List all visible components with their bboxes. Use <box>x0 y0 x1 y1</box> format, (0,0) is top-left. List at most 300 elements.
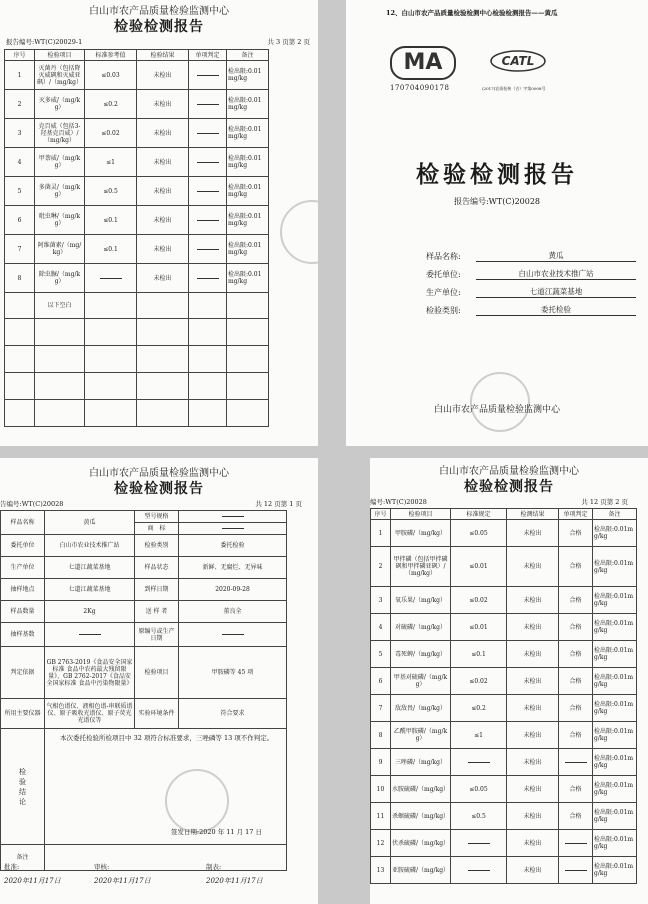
label-conclusion: 检验结论 <box>1 729 45 845</box>
table-cell: 多菌灵/（mg/kg） <box>35 177 85 206</box>
report-meta <box>370 496 648 508</box>
table-cell: ≤0.1 <box>85 206 137 235</box>
table-row <box>5 177 269 206</box>
conclusion-seal <box>165 769 229 833</box>
column-header: 序号 <box>5 50 35 61</box>
table-cell <box>137 346 189 373</box>
table-cell: 检出限:0.01mg/kg <box>593 803 637 830</box>
cover-field-label: 样品名称: <box>426 252 461 261</box>
table-cell: ≤0.01 <box>451 547 507 587</box>
table-cell: 毒死蜱/（mg/kg） <box>391 641 451 668</box>
blank-note: 以下空白 <box>35 293 85 319</box>
table-cell <box>559 749 593 776</box>
dash-mark <box>197 162 219 163</box>
table-row <box>5 119 269 148</box>
label-remark: 备注 <box>1 845 45 871</box>
cover-field-label: 生产单位: <box>426 288 461 297</box>
table-cell: 合格 <box>559 722 593 749</box>
table-cell <box>189 119 227 148</box>
column-header: 标准参考值 <box>85 50 137 61</box>
table-cell: 检出限:0.01mg/kg <box>593 857 637 884</box>
table-cell: 合格 <box>559 641 593 668</box>
table-cell: 检出限:0.01mg/kg <box>593 830 637 857</box>
value-trademark <box>179 523 287 535</box>
table-header-row <box>371 509 637 520</box>
table-row <box>371 668 637 695</box>
cover-field-row <box>426 262 636 280</box>
value-sample-name: 黄瓜 <box>45 511 135 535</box>
cover-field-label: 委托单位: <box>426 270 461 279</box>
table-cell <box>189 90 227 119</box>
table-cell: ≤1 <box>85 148 137 177</box>
cover-field-value: 七道江蔬菜基地 <box>476 286 636 298</box>
value-conclusion <box>45 729 287 845</box>
dash-mark <box>197 75 219 76</box>
table-body <box>5 61 269 427</box>
table-cell: 阿维菌素/（mg/kg） <box>35 235 85 264</box>
table-row <box>371 749 637 776</box>
table-cell: 未检出 <box>137 61 189 90</box>
table-cell: 6 <box>371 668 391 695</box>
signature-label: 制表: <box>206 863 222 871</box>
label-items: 检验项目 <box>135 647 179 699</box>
table-cell <box>5 373 35 400</box>
table-cell: 未检出 <box>507 857 559 884</box>
table-cell <box>35 373 85 400</box>
signature-date: 2020年11月17日 <box>206 877 263 885</box>
cover-field-value: 白山市农业技术推广站 <box>476 268 636 280</box>
table-cell: 合格 <box>559 776 593 803</box>
table-cell: 3 <box>371 587 391 614</box>
table-cell: 未检出 <box>507 776 559 803</box>
value-state: 新鲜、无腐烂、无异味 <box>179 557 287 579</box>
empty-row <box>5 400 269 427</box>
table-cell: 未检出 <box>507 641 559 668</box>
report-number: 编号:WT(C)20028 <box>370 498 427 506</box>
table-cell: 9 <box>371 749 391 776</box>
label-environment: 实验环境条件 <box>135 699 179 729</box>
table-cell: 合格 <box>559 587 593 614</box>
table-cell <box>451 857 507 884</box>
table-cell: ≤1 <box>451 722 507 749</box>
cover-field-row <box>426 298 636 316</box>
cover-field-value: 黄瓜 <box>476 250 636 262</box>
table-cell <box>227 400 269 427</box>
column-header: 单项判定 <box>189 50 227 61</box>
table-cell: 未检出 <box>507 668 559 695</box>
table-cell <box>189 61 227 90</box>
table-row <box>371 857 637 884</box>
table-row <box>5 264 269 293</box>
column-header: 单项判定 <box>559 509 593 520</box>
table-cell <box>189 177 227 206</box>
page-info: 共 12 页第 1 页 <box>255 500 302 508</box>
dash-mark <box>565 843 587 844</box>
table-cell: ≤0.2 <box>85 90 137 119</box>
table-cell: 吡虫啉/（mg/kg） <box>35 206 85 235</box>
label-base: 抽样基数 <box>1 623 45 647</box>
table-cell: 三唑磷/（mg/kg） <box>391 749 451 776</box>
table-cell: ≤0.03 <box>85 61 137 90</box>
table-cell: ≤0.2 <box>451 695 507 722</box>
table-row <box>5 293 269 319</box>
value-date: 2020-09-28 <box>179 579 287 601</box>
cover-header-line: 12、白山市农产品质量检验检测中心检验检测报告——黄瓜 <box>386 9 558 17</box>
catl-number: (2017)农质检核（吉）字第0008号 <box>482 86 546 91</box>
table-cell: 检出限:0.01mg/kg <box>593 776 637 803</box>
table-cell: 未检出 <box>137 235 189 264</box>
table-cell <box>189 235 227 264</box>
cover-field-row <box>426 244 636 262</box>
table-cell: 灭菌丹（包括降灭威砜和灭威亚砜）/（mg/kg） <box>35 61 85 90</box>
table-cell: ≤0.05 <box>451 776 507 803</box>
table-cell: 4 <box>371 614 391 641</box>
table-cell: 克百威（包括3-羟基克百威）/（mg/kg） <box>35 119 85 148</box>
table-header-row <box>5 50 269 61</box>
table-cell: 未检出 <box>137 206 189 235</box>
table-cell: 乙酰甲胺磷/（mg/kg） <box>391 722 451 749</box>
dash-mark <box>468 870 490 871</box>
table-cell: 未检出 <box>507 614 559 641</box>
label-sender: 送 样 者 <box>135 601 179 623</box>
report-cover-page <box>346 0 648 446</box>
table-cell: 未检出 <box>507 749 559 776</box>
table-cell: 7 <box>5 235 35 264</box>
empty-row <box>5 373 269 400</box>
report-number: 告编号:WT(C)20028 <box>0 500 64 508</box>
table-row <box>371 830 637 857</box>
label-client: 委托单位 <box>1 535 45 557</box>
org-header: 白山市农产品质量检验监测中心 <box>89 6 229 17</box>
table-cell: 未检出 <box>507 722 559 749</box>
table-cell: 甲基对硫磷/（mg/kg） <box>391 668 451 695</box>
table-cell: 检出限:0.01mg/kg <box>593 668 637 695</box>
table-cell: ≤0.1 <box>85 235 137 264</box>
table-cell <box>137 293 189 319</box>
table-cell: 未检出 <box>507 547 559 587</box>
table-cell <box>5 346 35 373</box>
table-row <box>5 61 269 90</box>
label-trademark: 商 标 <box>135 523 179 535</box>
table-cell <box>227 373 269 400</box>
empty-row <box>5 319 269 346</box>
value-model <box>179 511 287 523</box>
table-cell: 合格 <box>559 614 593 641</box>
table-cell: 未检出 <box>507 520 559 547</box>
report-summary-page <box>0 458 318 904</box>
table-row <box>371 695 637 722</box>
table-row <box>371 614 637 641</box>
column-header: 标准规定 <box>451 509 507 520</box>
table-cell: 检出限:0.01mg/kg <box>593 749 637 776</box>
column-header: 检测结果 <box>507 509 559 520</box>
table-cell: 检出限:0.01mg/kg <box>593 547 637 587</box>
table-cell: ≤0.5 <box>451 803 507 830</box>
cover-field-label: 检验类别: <box>426 306 461 315</box>
table-cell: 检出限:0.01mg/kg <box>227 61 269 90</box>
report-results-page <box>370 458 648 904</box>
table-cell: ≤0.1 <box>451 641 507 668</box>
table-cell <box>5 293 35 319</box>
table-cell: 亚胺硫磷/（mg/kg） <box>391 857 451 884</box>
table-cell <box>85 373 137 400</box>
table-cell: 检出限:0.01mg/kg <box>227 264 269 293</box>
column-header: 检验项目 <box>391 509 451 520</box>
table-cell: 合格 <box>559 520 593 547</box>
dash-mark <box>197 278 219 279</box>
value-sender: 董良全 <box>179 601 287 623</box>
report-meta <box>0 498 318 510</box>
table-cell: ≤0.02 <box>451 668 507 695</box>
dash-mark <box>565 870 587 871</box>
table-cell: 除虫脲/（mg/kg） <box>35 264 85 293</box>
table-cell: ≤0.02 <box>85 119 137 148</box>
table-cell: 合格 <box>559 547 593 587</box>
label-state: 样品状态 <box>135 557 179 579</box>
table-cell: 水胺硫磷/（mg/kg） <box>391 776 451 803</box>
report-number: 报告编号:WT(C)20029-1 <box>6 38 83 46</box>
table-cell <box>85 293 137 319</box>
table-cell: 灭多威/（mg/kg） <box>35 90 85 119</box>
label-date: 到样日期 <box>135 579 179 601</box>
label-sample-name: 样品名称 <box>1 511 45 535</box>
results-table <box>370 508 637 884</box>
table-row <box>5 235 269 264</box>
value-quantity: 2Kg <box>45 601 135 623</box>
faint-seal-edge <box>280 200 318 264</box>
table-cell: 未检出 <box>507 587 559 614</box>
table-cell <box>5 400 35 427</box>
column-header: 备注 <box>227 50 269 61</box>
column-header: 检验结果 <box>137 50 189 61</box>
table-cell: 10 <box>371 776 391 803</box>
table-cell <box>189 346 227 373</box>
value-instrument: 气相色谱仪、液相色谱-串联质谱仪、原子吸收光谱仪、原子荧光光谱仪等 <box>45 699 135 729</box>
value-basis: GB 2763-2019《食品安全国家标准 食品中农药最大残留限量》、GB 2762-2017《食品安全国家标准 食品中污染物限量》 <box>45 647 135 699</box>
label-producer: 生产单位 <box>1 557 45 579</box>
cover-field-value: 委托检验 <box>476 304 636 316</box>
table-cell: 6 <box>5 206 35 235</box>
label-basis: 判定依据 <box>1 647 45 699</box>
value-environment: 符合要求 <box>179 699 287 729</box>
table-row <box>371 547 637 587</box>
catl-logo <box>490 50 546 72</box>
dash-mark <box>468 843 490 844</box>
label-instrument: 所用主要仪器 <box>1 699 45 729</box>
table-row <box>5 148 269 177</box>
table-cell <box>189 148 227 177</box>
table-cell: ≤0.05 <box>451 520 507 547</box>
dash-mark <box>468 762 490 763</box>
dash-mark <box>197 191 219 192</box>
table-cell: 检出限:0.01mg/kg <box>593 587 637 614</box>
table-cell: 氧乐果/（mg/kg） <box>391 587 451 614</box>
value-original-no <box>179 623 287 647</box>
table-cell <box>189 400 227 427</box>
cma-logo-text: MA <box>403 50 443 75</box>
report-meta <box>0 36 318 49</box>
table-row <box>371 722 637 749</box>
table-cell <box>85 400 137 427</box>
table-cell <box>35 319 85 346</box>
page-info: 共 12 页第 2 页 <box>581 498 628 506</box>
table-cell: 检出限:0.01mg/kg <box>593 722 637 749</box>
cover-fields <box>426 244 636 316</box>
table-cell: 4 <box>5 148 35 177</box>
table-cell <box>227 319 269 346</box>
table-cell <box>85 319 137 346</box>
table-cell <box>227 293 269 319</box>
table-cell: 检出限:0.01mg/kg <box>593 520 637 547</box>
table-cell <box>189 319 227 346</box>
table-cell: 检出限:0.01mg/kg <box>593 614 637 641</box>
label-site: 抽样地点 <box>1 579 45 601</box>
table-cell: 未检出 <box>507 695 559 722</box>
table-cell: 检出限:0.01mg/kg <box>227 206 269 235</box>
empty-row <box>5 346 269 373</box>
table-cell: 合格 <box>559 695 593 722</box>
table-row <box>371 520 637 547</box>
table-cell: 5 <box>371 641 391 668</box>
results-table <box>4 49 269 427</box>
column-header: 备注 <box>593 509 637 520</box>
table-cell <box>85 264 137 293</box>
report-title: 检验检测报告 <box>114 481 204 497</box>
value-items: 甲胺磷等 45 项 <box>179 647 287 699</box>
summary-table <box>0 510 287 871</box>
table-cell: 杀螟硫磷/（mg/kg） <box>391 803 451 830</box>
table-cell <box>451 830 507 857</box>
table-cell <box>559 830 593 857</box>
table-cell: 2 <box>5 90 35 119</box>
table-cell <box>189 293 227 319</box>
org-header: 白山市农产品质量检验监测中心 <box>439 466 579 477</box>
table-row <box>371 587 637 614</box>
signature-date: 2020年11月17日 <box>4 877 61 885</box>
table-cell: 13 <box>371 857 391 884</box>
table-cell <box>189 373 227 400</box>
table-row <box>5 206 269 235</box>
table-cell: 甲胺磷/（mg/kg） <box>391 520 451 547</box>
table-cell <box>451 749 507 776</box>
table-cell: 未检出 <box>137 119 189 148</box>
table-cell: 甲萘威/（mg/kg） <box>35 148 85 177</box>
page-info: 共 3 页第 2 页 <box>267 38 310 46</box>
table-cell <box>35 400 85 427</box>
table-cell: 未检出 <box>137 177 189 206</box>
table-cell: 检出限:0.01mg/kg <box>227 90 269 119</box>
table-cell: ≤0.5 <box>85 177 137 206</box>
report-title: 检验检测报告 <box>464 479 554 495</box>
table-cell: 检出限:0.01mg/kg <box>227 148 269 177</box>
table-cell: 2 <box>371 547 391 587</box>
table-cell <box>85 346 137 373</box>
table-cell: 检出限:0.01mg/kg <box>227 235 269 264</box>
value-client: 白山市农业技术推广站 <box>45 535 135 557</box>
table-cell: 8 <box>371 722 391 749</box>
issue-date: 签发日期:2020 年 11 月 17 日 <box>170 828 262 836</box>
signature-date: 2020年11月17日 <box>94 877 151 885</box>
value-site: 七道江蔬菜基地 <box>45 579 135 601</box>
column-header: 序号 <box>371 509 391 520</box>
cover-field-row <box>426 280 636 298</box>
value-category: 委托检验 <box>179 535 287 557</box>
table-cell: 检出限:0.01mg/kg <box>227 177 269 206</box>
cma-number: 170704090178 <box>390 84 450 92</box>
label-original-no: 原编号或生产日期 <box>135 623 179 647</box>
table-cell: 7 <box>371 695 391 722</box>
conclusion-text: 本次委托检验所检项目中 32 项符合标准要求，三唑磷等 13 项不作判定。 <box>60 734 274 742</box>
cma-logo <box>390 46 456 80</box>
dash-mark <box>197 220 219 221</box>
table-row <box>371 641 637 668</box>
table-cell: 未检出 <box>507 830 559 857</box>
table-cell <box>559 857 593 884</box>
dash-mark <box>100 278 122 279</box>
catl-logo-text: CATL <box>501 54 535 68</box>
table-cell <box>137 319 189 346</box>
table-row <box>371 803 637 830</box>
table-cell: 5 <box>5 177 35 206</box>
cover-title: 检验检测报告 <box>416 161 578 188</box>
table-cell: 甲拌磷（包括甲拌磷砜和甲拌磷亚砜）/（mg/kg） <box>391 547 451 587</box>
table-cell: 未检出 <box>137 90 189 119</box>
table-cell: 检出限:0.01mg/kg <box>593 695 637 722</box>
label-category: 检验类别 <box>135 535 179 557</box>
report-page-continuation <box>0 0 318 446</box>
dash-mark <box>197 249 219 250</box>
table-cell: 1 <box>5 61 35 90</box>
table-cell: 1 <box>371 520 391 547</box>
table-cell <box>5 319 35 346</box>
column-header: 检验项目 <box>35 50 85 61</box>
table-cell: ≤0.02 <box>451 587 507 614</box>
table-cell: 11 <box>371 803 391 830</box>
report-title: 检验检测报告 <box>114 19 204 35</box>
value-producer: 七道江蔬菜基地 <box>45 557 135 579</box>
org-header: 白山市农产品质量检验监测中心 <box>89 468 229 479</box>
table-cell: 检出限:0.01mg/kg <box>593 641 637 668</box>
table-cell: ≤0.01 <box>451 614 507 641</box>
label-quantity: 样品数量 <box>1 601 45 623</box>
table-row <box>371 776 637 803</box>
cover-org: 白山市农产品质量检验监测中心 <box>433 405 560 415</box>
dash-mark <box>197 104 219 105</box>
table-cell: 伏杀硫磷/（mg/kg） <box>391 830 451 857</box>
table-cell: 未检出 <box>507 803 559 830</box>
cover-report-number: 报告编号:WT(C)20028 <box>453 197 541 206</box>
value-remark <box>45 845 287 871</box>
table-cell: 未检出 <box>137 264 189 293</box>
table-cell: 敌敌畏/（mg/kg） <box>391 695 451 722</box>
dash-mark <box>197 133 219 134</box>
signature-label: 审核: <box>94 863 110 871</box>
dash-mark <box>565 762 587 763</box>
table-cell <box>189 264 227 293</box>
signature-label: 批准: <box>4 863 20 871</box>
table-cell: 12 <box>371 830 391 857</box>
table-cell <box>137 400 189 427</box>
table-cell: 合格 <box>559 803 593 830</box>
table-cell: 检出限:0.01mg/kg <box>227 119 269 148</box>
table-cell <box>137 373 189 400</box>
table-cell <box>35 346 85 373</box>
table-cell: 合格 <box>559 668 593 695</box>
table-cell: 未检出 <box>137 148 189 177</box>
table-cell: 3 <box>5 119 35 148</box>
value-base <box>45 623 135 647</box>
label-model: 型号规格 <box>135 511 179 523</box>
